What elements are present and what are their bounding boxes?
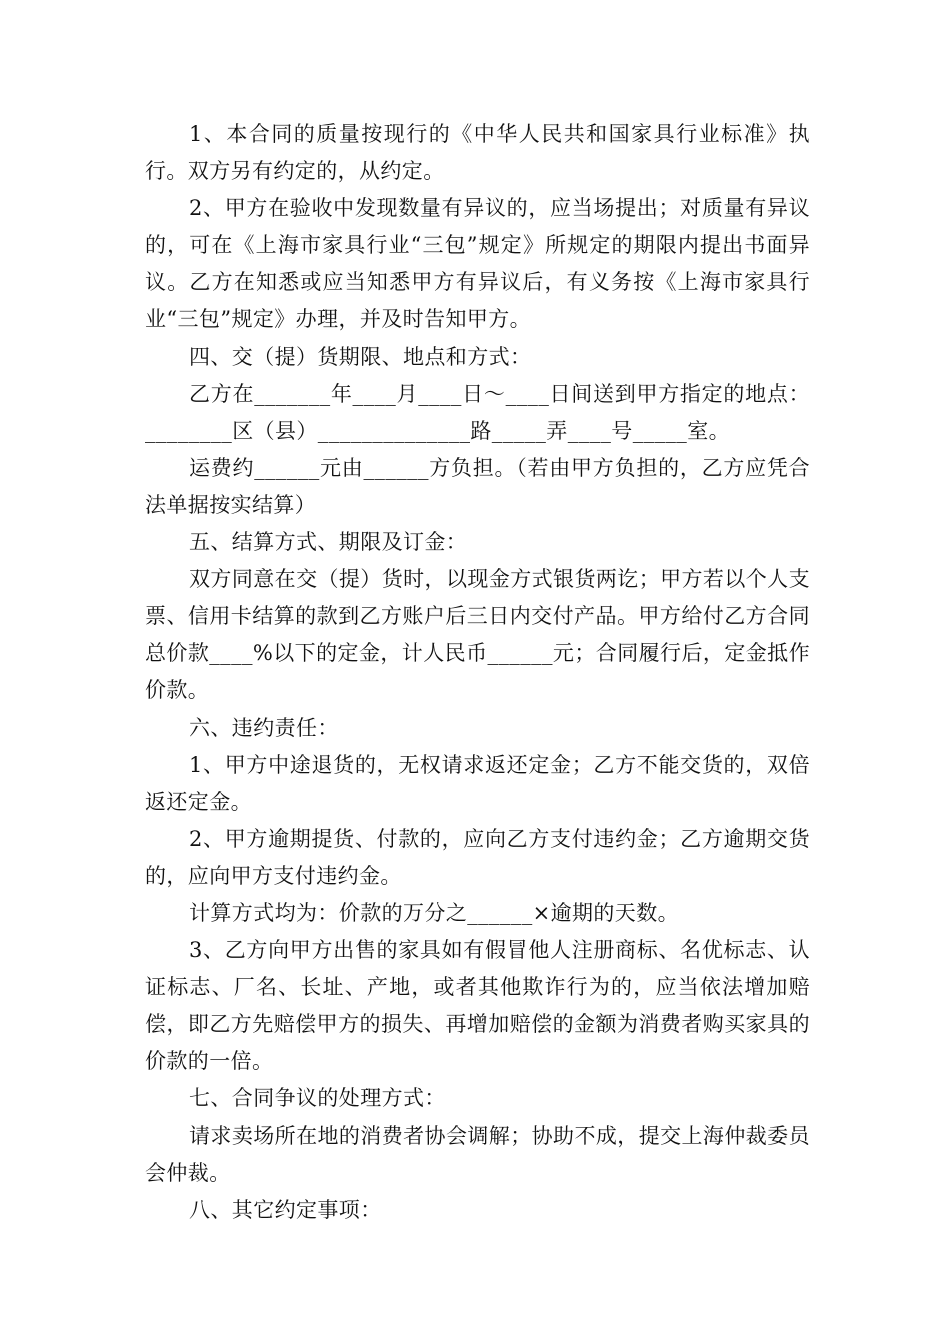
clause-liability-2: 2、甲方逾期提货、付款的，应向乙方支付违约金；乙方逾期交货的，应向甲方支付违约金。 [145, 826, 810, 888]
clause-liability-3: 3、乙方向甲方出售的家具如有假冒他人注册商标、名优标志、认证标志、厂名、长址、产地，或者其他欺诈行为的，应当依法增加赔偿，即乙方先赔偿甲方的损失、再增加赔偿的金额为消费者购买家具的价款的一倍。 [145, 938, 810, 1074]
clause-freight: 运费约______元由______方负担。（若由甲方负担的，乙方应凭合法单据按实结算） [145, 455, 810, 517]
clause-liability-1: 1、甲方中途退货的，无权请求返还定金；乙方不能交货的，双倍返还定金。 [145, 752, 810, 814]
clause-quality-standard: 1、本合同的质量按现行的《中华人民共和国家具行业标准》执行。双方另有约定的，从约定。 [145, 122, 810, 184]
section-heading-delivery: 四、交（提）货期限、地点和方式： [189, 344, 532, 369]
section-heading-other: 八、其它约定事项： [189, 1197, 382, 1222]
clause-quality-objection: 2、甲方在验收中发现数量有异议的，应当场提出；对质量有异议的，可在《上海市家具行业“三包”规定》所规定的期限内提出书面异议。乙方在知悉或应当知悉甲方有异议后，有义务按《上海市家具行业“三包”规定》办理，并及时告知甲方。 [145, 196, 810, 332]
clause-penalty-formula: 计算方式均为：价款的万分之______×逾期的天数。 [189, 900, 679, 925]
section-heading-dispute: 七、合同争议的处理方式： [189, 1086, 446, 1111]
clause-delivery-address: 乙方在_______年____月____日～____日间送到甲方指定的地点：________区（县）______________路_____弄____号_____室。 [145, 381, 810, 443]
contract-body [145, 116, 810, 1229]
clause-dispute: 请求卖场所在地的消费者协会调解；协助不成，提交上海仲裁委员会仲裁。 [145, 1123, 810, 1185]
section-heading-liability: 六、违约责任： [189, 715, 339, 740]
clause-settlement: 双方同意在交（提）货时，以现金方式银货两讫；甲方若以个人支票、信用卡结算的款到乙方账户后三日内交付产品。甲方给付乙方合同总价款____%以下的定金，计人民币______元；合同履行后，定金抵作价款。 [145, 567, 810, 703]
section-heading-settlement: 五、结算方式、期限及订金： [189, 530, 468, 555]
